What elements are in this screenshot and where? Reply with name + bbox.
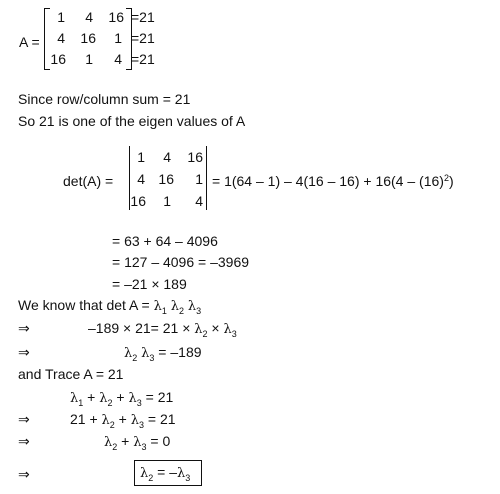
trace-line: and Trace A = 21 — [18, 366, 124, 382]
eq-lambda-sum: $\lambda_2 + \lambda_3 = 0$ — [104, 433, 171, 452]
eq-product: $-189 \times 21= 21 \times \lambda_2 \times \lambda_3$ — [88, 320, 237, 339]
matrix-a-cell: 16 — [50, 51, 66, 67]
implies-symbol: ⇒ — [18, 320, 30, 336]
implies-symbol: ⇒ — [18, 466, 30, 482]
det-cell: 1 — [137, 149, 145, 165]
row-sum: =21 — [131, 9, 155, 25]
det-cell: 4 — [137, 171, 145, 187]
implies-symbol: ⇒ — [18, 433, 30, 449]
det-cell: 16 — [187, 149, 203, 165]
so-line: So 21 is one of the eigen values of A — [18, 113, 246, 129]
det-label: det(A) = — [63, 173, 114, 189]
det-cell: 1 — [163, 193, 171, 209]
matrix-a-cell: 1 — [57, 9, 65, 25]
det-expansion: = $1(64 - 1) - 4(16 - 16) + 16(4 - (16)^2)$ — [212, 173, 454, 189]
implies-symbol: ⇒ — [18, 411, 30, 427]
det-product-line: We know that $\det A = \lambda_1$ $\lambda_2$ $\lambda_3$ — [18, 297, 202, 316]
since-line: Since row/column sum = 21 — [18, 91, 191, 107]
matrix-a-cell: 1 — [114, 30, 122, 46]
matrix-a-cell: 16 — [108, 9, 124, 25]
matrix-a-cell: 4 — [57, 30, 65, 46]
det-cell: 4 — [163, 149, 171, 165]
det-step-2: = 127 – 4096 = –3969 — [112, 254, 250, 270]
matrix-a-cell: 1 — [85, 51, 93, 67]
det-cell: 16 — [130, 193, 146, 209]
det-cell: 16 — [158, 171, 174, 187]
eq-trace-sum: $\lambda_1 + \lambda_2 + \lambda_3 = 21$ — [70, 389, 174, 408]
det-right-bar — [206, 146, 207, 210]
det-step-3: = –21 × 189 — [112, 276, 187, 292]
eq-lambda-product: $\lambda_2$ $\lambda_3 = -189$ — [124, 344, 202, 363]
det-step-1: = 63 + 64 – 4096 — [112, 233, 218, 249]
row-sum: =21 — [131, 51, 155, 67]
eq-trace-substituted: $21 + \lambda_2 + \lambda_3 = 21$ — [70, 411, 176, 430]
matrix-a-cell: 16 — [80, 30, 96, 46]
row-sum: =21 — [131, 30, 155, 46]
det-cell: 4 — [195, 193, 203, 209]
det-cell: 1 — [195, 171, 203, 187]
implies-symbol: ⇒ — [18, 344, 30, 360]
matrix-a-label: A = — [19, 34, 40, 50]
matrix-a-cell: 4 — [114, 51, 122, 67]
final-result: $\lambda_2 = -\lambda_3$ — [140, 464, 191, 483]
matrix-a-cell: 4 — [85, 9, 93, 25]
